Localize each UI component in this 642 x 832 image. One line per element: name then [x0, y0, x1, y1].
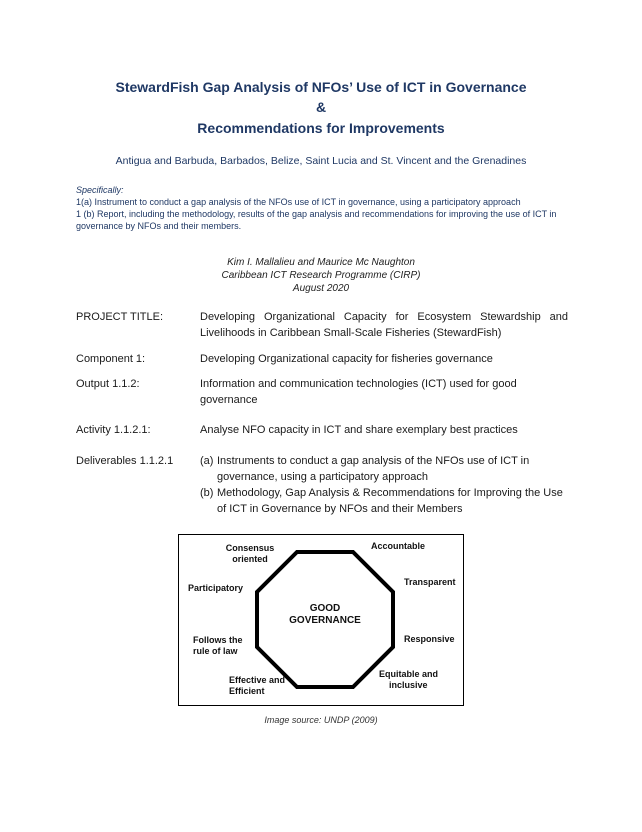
countries-line: Antigua and Barbuda, Barbados, Belize, Saint Lucia and St. Vincent and the Grenadines [115, 155, 527, 167]
label-effective-line1: Effective and [229, 675, 286, 685]
activity-label: Activity 1.1.2.1: [76, 424, 151, 436]
project-title-value: Developing Organizational Capacity for Ecosystem Stewardship and Livelihoods in Caribbean Small-Scale Fisheries (StewardFish) [200, 311, 568, 339]
good-governance-diagram [178, 534, 464, 706]
specifically-section [76, 184, 572, 232]
label-follows-rule-of-law [193, 635, 243, 657]
author-org: Caribbean ICT Research Programme (CIRP) [221, 270, 421, 281]
author-names: Kim I. Mallalieu and Maurice Mc Naughton [227, 257, 415, 268]
output-label: Output 1.1.2: [76, 378, 140, 390]
activity-row [76, 422, 570, 438]
label-transparent: Transparent [404, 577, 456, 587]
deliverable-item [200, 485, 568, 517]
document-title-ampersand: & [315, 99, 327, 115]
label-effective-efficient [229, 675, 285, 697]
component-label: Component 1: [76, 353, 146, 365]
image-caption: Image source: UNDP (2009) [264, 715, 378, 725]
deliverable-marker: (b) [200, 487, 214, 499]
label-follows-line1: Follows the [193, 635, 243, 645]
label-responsive: Responsive [404, 634, 455, 644]
document-title-line2: Recommendations for Improvements [197, 120, 445, 136]
document-title-line1: StewardFish Gap Analysis of NFOs’ Use of ICT in Governance [115, 79, 527, 95]
project-title-label: PROJECT TITLE: [76, 311, 164, 323]
deliverable-item [200, 453, 568, 485]
authors-block [0, 256, 642, 295]
specifically-item-b: 1 (b) Report, including the methodology, results of the gap analysis and recommendations for improving the use of ICT in governance by NFOs and their members. [76, 209, 557, 231]
label-consensus-line1: Consensus [225, 543, 275, 553]
label-accountable: Accountable [371, 541, 426, 551]
component-row [76, 351, 570, 367]
deliverable-text: Methodology, Gap Analysis & Recommendations for Improving the Use of ICT in Governance by NFOs and their Members [217, 487, 563, 515]
output-row [76, 376, 570, 408]
deliverables-label: Deliverables 1.1.2.1 [76, 455, 174, 467]
deliverables-list [200, 453, 568, 517]
output-value: Information and communication technologies (ICT) used for good governance [200, 378, 517, 406]
deliverable-marker: (a) [200, 455, 214, 467]
label-consensus-line2: oriented [232, 554, 268, 564]
center-label-governance: GOVERNANCE [289, 615, 361, 626]
author-date: August 2020 [292, 283, 350, 294]
label-equitable-inclusive [379, 669, 438, 691]
label-participatory: Participatory [188, 583, 244, 593]
project-title-row [76, 309, 570, 343]
specifically-item-a: 1(a) Instrument to conduct a gap analysis of the NFOs use of ICT in governance, using a participatory approach [76, 197, 521, 207]
label-consensus-oriented [223, 543, 277, 565]
label-equitable-line1: Equitable and [379, 669, 439, 679]
specifically-label: Specifically: [76, 185, 124, 195]
label-effective-line2: Efficient [229, 686, 265, 696]
center-label-good: GOOD [309, 603, 341, 614]
deliverable-text: Instruments to conduct a gap analysis of the NFOs use of ICT in governance, using a participatory approach [217, 455, 530, 483]
component-value: Developing Organizational capacity for fisheries governance [200, 353, 493, 365]
deliverables-row [76, 453, 570, 517]
activity-value: Analyse NFO capacity in ICT and share exemplary best practices [200, 424, 518, 436]
label-equitable-line2: inclusive [389, 680, 428, 690]
label-follows-line2: rule of law [193, 646, 238, 656]
